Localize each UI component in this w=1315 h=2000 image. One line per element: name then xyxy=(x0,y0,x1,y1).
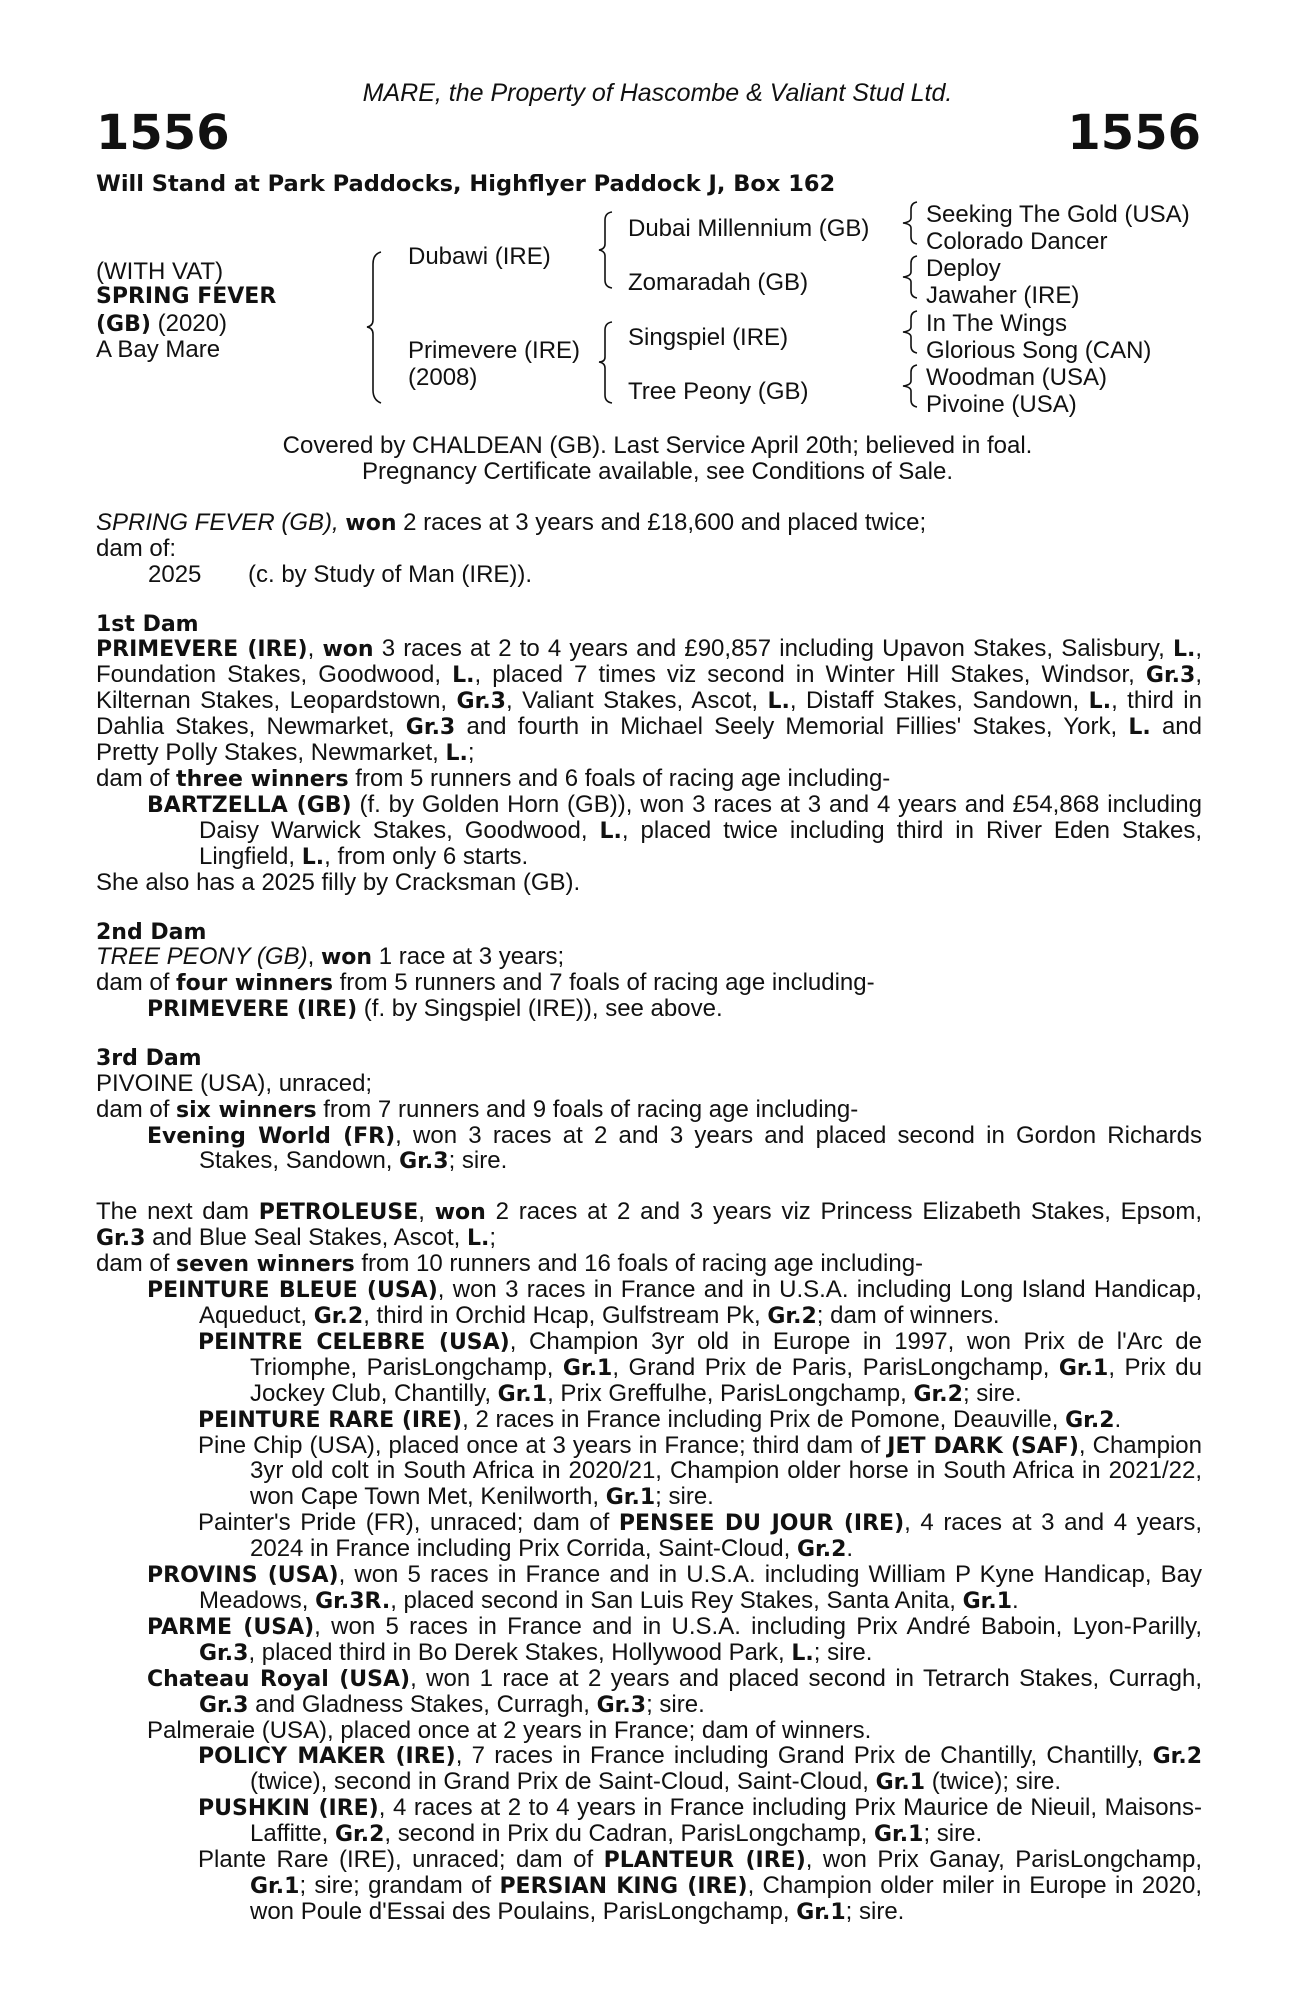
produce-policy-maker xyxy=(96,1743,1202,1795)
produce-pine-chip xyxy=(96,1433,1202,1511)
group-label: Gr.3 xyxy=(199,1692,249,1718)
text: and fourth in Michael Seely Memorial Fillies' Stakes, York, xyxy=(455,713,1129,741)
text: from 5 runners and 7 foals of racing age including- xyxy=(332,969,875,997)
group-label: Gr.1 xyxy=(875,1770,926,1796)
listed-label: L. xyxy=(445,741,468,767)
group-label: Gr.3 xyxy=(405,715,456,741)
pedigree-gen4-4: Jawaher (IRE) xyxy=(926,282,1080,309)
won-label: won xyxy=(345,511,397,536)
text: , 4 races at 2 to 4 years in France including Prix Maurice de Nieuil, Maisons-Laffitte, xyxy=(250,1794,1202,1848)
text: , Kilternan Stakes, Leopardstown, xyxy=(96,661,1203,715)
group-label: Gr.2 xyxy=(913,1381,963,1407)
text: dam of xyxy=(96,1250,177,1278)
text: , 2 races in France including Prix de Pomone, Deauville, xyxy=(462,1405,1066,1433)
listed-label: L. xyxy=(599,818,622,844)
produce-parme xyxy=(96,1614,1202,1666)
text: ; sire. xyxy=(655,1483,714,1511)
pedigree-gen3-3: Singspiel (IRE) xyxy=(628,324,789,351)
text: ; sire. xyxy=(813,1638,873,1666)
pedigree-gen4-7: Woodman (USA) xyxy=(926,364,1107,391)
summary-horse: SPRING FEVER (GB), xyxy=(96,509,339,536)
listed-label: L. xyxy=(767,689,790,715)
lot-number-left: 1556 xyxy=(96,105,230,161)
pedigree-gen4-6: Glorious Song (CAN) xyxy=(926,337,1152,364)
dam-name: Primevere (IRE) xyxy=(408,337,581,364)
third-dam-produce-1 xyxy=(96,1123,1202,1175)
produce-name: PENSEE DU JOUR (IRE) xyxy=(618,1511,905,1537)
first-dam-name: PRIMEVERE (IRE) xyxy=(96,637,308,663)
text: , 7 races in France including Grand Prix de Chantilly, Chantilly, xyxy=(455,1742,1153,1770)
stand-location: Will Stand at Park Paddocks, Highflyer Paddock J, Box 162 xyxy=(96,171,836,197)
horse-description: A Bay Mare xyxy=(96,336,221,363)
summary-text: 2 races at 3 years and £18,600 and placed twice; xyxy=(396,509,927,536)
text: , won 5 races in France and in U.S.A. including Prix André Baboin, Lyon-Parilly, xyxy=(314,1612,1203,1640)
text: , Prix du Jockey Club, Chantilly, xyxy=(250,1353,1203,1407)
produce-pushkin xyxy=(96,1795,1202,1847)
group-label: Gr.2 xyxy=(1065,1407,1115,1433)
group-label: Gr.1 xyxy=(497,1381,548,1407)
next-dam-paragraph: The next dam PETROLEUSE, won 2 races at 2 and 3 years viz Princess Elizabeth Stakes, Epsom, Gr.3 and Blue Seal Stakes, Ascot, L.; xyxy=(96,1198,1202,1252)
group-label: Gr.3R. xyxy=(315,1588,391,1614)
text: , Foundation Stakes, Goodwood, xyxy=(96,635,1203,689)
pedigree-gen3-4: Tree Peony (GB) xyxy=(628,378,809,405)
third-dam-paragraph: PIVOINE (USA), unraced; xyxy=(96,1069,373,1097)
text: 2 races at 2 and 3 years viz Princess Elizabeth Stakes, Epsom, xyxy=(485,1198,1202,1226)
text: dam of xyxy=(96,765,177,792)
winners-count: three winners xyxy=(176,767,349,792)
group-label: Gr.3 xyxy=(399,1149,449,1175)
produce-name: Evening World (FR) xyxy=(147,1123,396,1149)
text: 3 races at 2 to 4 years and £90,857 including Upavon Stakes, Salisbury, xyxy=(373,635,1173,663)
group-label: Gr.2 xyxy=(767,1304,817,1329)
text: , won 5 races in France and in U.S.A. including William P Kyne Handicap, Bay Meadows, xyxy=(199,1561,1202,1614)
produce-name: Chateau Royal (USA) xyxy=(147,1666,411,1692)
winners-count: four winners xyxy=(176,971,333,997)
listed-label: L. xyxy=(452,663,475,689)
text: , Champion 3yr old colt in South Africa in 2020/21, Champion older horse in South Africa in 2021/22, won Cape Town Met, Kenilworth, xyxy=(250,1431,1203,1511)
produce-year: 2025 xyxy=(148,560,202,588)
text: ; sire; grandam of xyxy=(299,1871,500,1899)
covered-line: Covered by CHALDEAN (GB). Last Service April 20th; believed in foal. xyxy=(282,432,1033,459)
pregnancy-line: Pregnancy Certificate available, see Conditions of Sale. xyxy=(362,458,953,485)
pedigree-gen3-1: Dubai Millennium (GB) xyxy=(628,215,870,242)
pedigree-brace-dam xyxy=(597,320,615,405)
group-label: Gr.1 xyxy=(250,1873,300,1899)
listed-label: L. xyxy=(1172,637,1196,663)
produce-name: JET DARK (SAF) xyxy=(887,1433,1079,1459)
next-dam-produce-summary xyxy=(96,1251,1202,1277)
next-dam-name: PETROLEUSE xyxy=(258,1200,419,1226)
catalogue-body xyxy=(96,510,1202,1925)
text: (twice), second in Grand Prix de Saint-Cloud, Saint-Cloud, xyxy=(250,1768,876,1796)
group-label: Gr.3 xyxy=(596,1692,647,1718)
text: Pine Chip (USA), placed once at 3 years in France; third dam of xyxy=(198,1431,888,1459)
pedigree-brace-g4-2 xyxy=(900,254,920,300)
first-dam-produce-summary xyxy=(96,766,1202,792)
text: , won 3 races in France and in U.S.A. including Long Island Handicap, Aqueduct, xyxy=(199,1276,1202,1329)
text: . xyxy=(1114,1405,1122,1433)
horse-year: (2020) xyxy=(150,310,227,337)
group-label: Gr.2 xyxy=(334,1822,385,1848)
first-dam-heading: 1st Dam xyxy=(96,611,199,637)
group-label: Gr.3 xyxy=(96,1226,146,1252)
text: , third in Orchid Hcap, Gulfstream Pk, xyxy=(363,1302,768,1329)
text: from 7 runners and 9 foals of racing age including- xyxy=(316,1095,859,1123)
text: ; sire. xyxy=(962,1379,1022,1407)
text: (f. by Singspiel (IRE)), see above. xyxy=(357,995,723,1023)
produce-palmeraie: Palmeraie (USA), placed once at 2 years in France; dam of winners. xyxy=(147,1716,872,1744)
vat-note: (WITH VAT) xyxy=(96,258,224,285)
text: , placed third in Bo Derek Stakes, Hollywood Park, xyxy=(248,1638,792,1666)
produce-provins xyxy=(96,1562,1202,1614)
group-label: Gr.1 xyxy=(874,1822,924,1848)
pedigree-gen4-5: In The Wings xyxy=(926,310,1067,337)
pedigree-brace-sire xyxy=(597,210,615,290)
text: , Distaff Stakes, Sandown, xyxy=(789,687,1089,715)
pedigree-gen4-3: Deploy xyxy=(926,255,1001,282)
text: dam of xyxy=(96,1095,177,1123)
produce-chateau-royal xyxy=(96,1666,1202,1718)
group-label: Gr.2 xyxy=(313,1304,364,1329)
text: , placed 7 times viz second in Winter Hill Stakes, Windsor, xyxy=(474,661,1146,689)
second-dam-heading: 2nd Dam xyxy=(96,919,207,945)
horse-country: (GB) xyxy=(96,312,151,337)
produce-name: PEINTURE RARE (IRE) xyxy=(198,1407,463,1433)
pedigree-brace-g4-3 xyxy=(900,309,920,355)
vendor-line: MARE, the Property of Hascombe & Valiant Stud Ltd. xyxy=(362,79,953,107)
text: , Champion older miler in Europe in 2020, won Poule d'Essai des Poulains, ParisLongchamp, xyxy=(250,1871,1202,1925)
text: from 10 runners and 16 foals of racing age including- xyxy=(354,1250,924,1278)
produce-text: (c. by Study of Man (IRE)). xyxy=(248,560,533,588)
text: from 5 runners and 6 foals of racing age including- xyxy=(348,765,891,792)
produce-name: PRIMEVERE (IRE) xyxy=(147,997,358,1023)
text: , third in Dahlia Stakes, Newmarket, xyxy=(96,687,1202,741)
text: ; xyxy=(489,1224,497,1252)
horse-name-country-year xyxy=(96,311,227,337)
text: , second in Prix du Cadran, ParisLongchamp, xyxy=(384,1820,874,1848)
group-label: Gr.3 xyxy=(456,689,506,715)
pedigree-gen4-1: Seeking The Gold (USA) xyxy=(926,201,1190,228)
produce-name: PERSIAN KING (IRE) xyxy=(499,1873,748,1899)
winners-count: seven winners xyxy=(176,1252,355,1278)
horse-name: SPRING FEVER xyxy=(96,284,277,309)
text: (twice); sire. xyxy=(925,1768,1062,1796)
text: , won 3 races at 2 and 3 years and placed second in Gordon Richards Stakes, Sandown, xyxy=(199,1121,1202,1175)
pedigree-gen4-2: Colorado Dancer xyxy=(926,228,1108,255)
group-label: Gr.2 xyxy=(1152,1744,1202,1770)
group-label: Gr.1 xyxy=(796,1899,846,1925)
produce-name: PEINTURE BLEUE (USA) xyxy=(147,1278,438,1304)
text: and Blue Seal Stakes, Ascot, xyxy=(145,1224,467,1252)
first-dam-produce-1 xyxy=(96,792,1202,870)
listed-label: L. xyxy=(1088,689,1112,715)
text: , from only 6 starts. xyxy=(324,842,529,870)
produce-name: POLICY MAKER (IRE) xyxy=(198,1744,456,1770)
text: , 4 races at 3 and 4 years, 2024 in France including Prix Corrida, Saint-Cloud, xyxy=(250,1509,1202,1563)
text: (f. by Golden Horn (GB)), won 3 races at 3 and 4 years and £54,868 including Daisy Warwick Stakes, Goodwood, xyxy=(199,790,1202,844)
winners-count: six winners xyxy=(176,1097,317,1123)
produce-name: PUSHKIN (IRE) xyxy=(198,1796,379,1822)
text: 1 race at 3 years; xyxy=(372,943,565,971)
produce-plante-rare xyxy=(96,1847,1202,1925)
text: , placed second in San Luis Rey Stakes, Santa Anita, xyxy=(390,1586,963,1614)
produce-name: PROVINS (USA) xyxy=(147,1563,339,1589)
text: Painter's Pride (FR), unraced; dam of xyxy=(198,1509,619,1537)
sire-name: Dubawi (IRE) xyxy=(408,243,551,270)
second-dam-produce-1 xyxy=(96,996,1202,1022)
listed-label: L. xyxy=(1128,715,1151,741)
group-label: Gr.2 xyxy=(796,1537,847,1563)
produce-name: BARTZELLA (GB) xyxy=(147,792,352,818)
pedigree-gen3-2: Zomaradah (GB) xyxy=(628,269,809,296)
dam-year: (2008) xyxy=(408,364,478,391)
group-label: Gr.3 xyxy=(1145,663,1196,689)
text: , Prix Greffulhe, ParisLongchamp, xyxy=(547,1379,914,1407)
text: dam of xyxy=(96,969,177,997)
pedigree-brace-g4-1 xyxy=(900,200,920,246)
summary-dam-of: dam of: xyxy=(96,534,177,562)
produce-painters-pride xyxy=(96,1510,1202,1562)
produce-name: PLANTEUR (IRE) xyxy=(603,1848,806,1874)
produce-peintre-celebre xyxy=(96,1329,1202,1407)
won-label: won xyxy=(434,1200,486,1226)
third-dam-heading: 3rd Dam xyxy=(96,1046,202,1071)
text: , Grand Prix de Paris, ParisLongchamp, xyxy=(612,1353,1059,1381)
text: ; sire. xyxy=(845,1897,905,1925)
third-dam-produce-summary xyxy=(96,1097,1202,1123)
text: and Gladness Stakes, Curragh, xyxy=(248,1690,597,1718)
won-label: won xyxy=(320,945,373,971)
group-label: Gr.1 xyxy=(605,1485,656,1511)
produce-peinture-bleue xyxy=(96,1277,1202,1329)
group-label: Gr.1 xyxy=(1058,1355,1109,1381)
text: ; sire. xyxy=(646,1690,705,1718)
lot-number-right: 1556 xyxy=(1067,105,1201,161)
produce-peinture-rare xyxy=(96,1407,1202,1433)
text: , Valiant Stakes, Ascot, xyxy=(505,687,768,715)
pedigree-brace-gen1 xyxy=(365,250,385,405)
text: . xyxy=(1012,1586,1019,1614)
text: , placed twice including third in River Eden Stakes, Lingfield, xyxy=(199,816,1202,870)
text: , won Prix Ganay, ParisLongchamp, xyxy=(805,1846,1202,1874)
second-dam-paragraph: TREE PEONY (GB), won 1 race at 3 years; xyxy=(96,943,565,971)
text: ; sire. xyxy=(448,1147,508,1175)
second-dam-name: TREE PEONY (GB) xyxy=(96,943,308,971)
text: , won 1 race at 2 years and placed second in Tetrarch Stakes, Curragh, xyxy=(410,1664,1202,1692)
produce-row xyxy=(96,562,1202,588)
text: . xyxy=(846,1535,854,1563)
text: Plante Rare (IRE), unraced; dam of xyxy=(198,1846,604,1874)
first-dam-also: She also has a 2025 filly by Cracksman (GB). xyxy=(96,868,581,896)
text: , Champion 3yr old in Europe in 1997, won Prix de l'Arc de Triomphe, ParisLongchamp, xyxy=(250,1327,1202,1381)
second-dam-produce-summary xyxy=(96,970,1202,996)
group-label: Gr.3 xyxy=(199,1640,249,1666)
text: ; sire. xyxy=(923,1820,983,1848)
produce-name: PEINTRE CELEBRE (USA) xyxy=(198,1329,510,1355)
first-dam-paragraph: PRIMEVERE (IRE), won 3 races at 2 to 4 years and £90,857 including Upavon Stakes, Salisbury, L., Foundation Stakes, Goodwood, L., placed 7 times viz second in Winter Hill Stakes, Windsor, Gr.3, Kilternan Stakes, Leopardstown, Gr.3, Valiant Stakes, Ascot, L., Distaff Stakes, Sandown, L., third in Dahlia Stakes, Newmarket, Gr.3 and fourth in Michael Seely Memorial Fillies' Stakes, York, L. and Pretty Polly Stakes, Newmarket, L.; xyxy=(96,635,1203,767)
listed-label: L. xyxy=(301,844,325,870)
listed-label: L. xyxy=(791,1640,814,1666)
listed-label: L. xyxy=(466,1226,490,1252)
summary-paragraph xyxy=(96,510,1202,536)
group-label: Gr.1 xyxy=(562,1355,613,1381)
pedigree-gen4-8: Pivoine (USA) xyxy=(926,391,1077,418)
won-label: won xyxy=(322,637,374,663)
text: ; xyxy=(467,739,475,767)
produce-name: PARME (USA) xyxy=(147,1614,315,1640)
text: The next dam xyxy=(96,1198,259,1226)
text: and Pretty Polly Stakes, Newmarket, xyxy=(96,713,1203,767)
group-label: Gr.1 xyxy=(962,1588,1013,1614)
text: ; dam of winners. xyxy=(816,1302,1000,1329)
pedigree-brace-g4-4 xyxy=(900,363,920,409)
